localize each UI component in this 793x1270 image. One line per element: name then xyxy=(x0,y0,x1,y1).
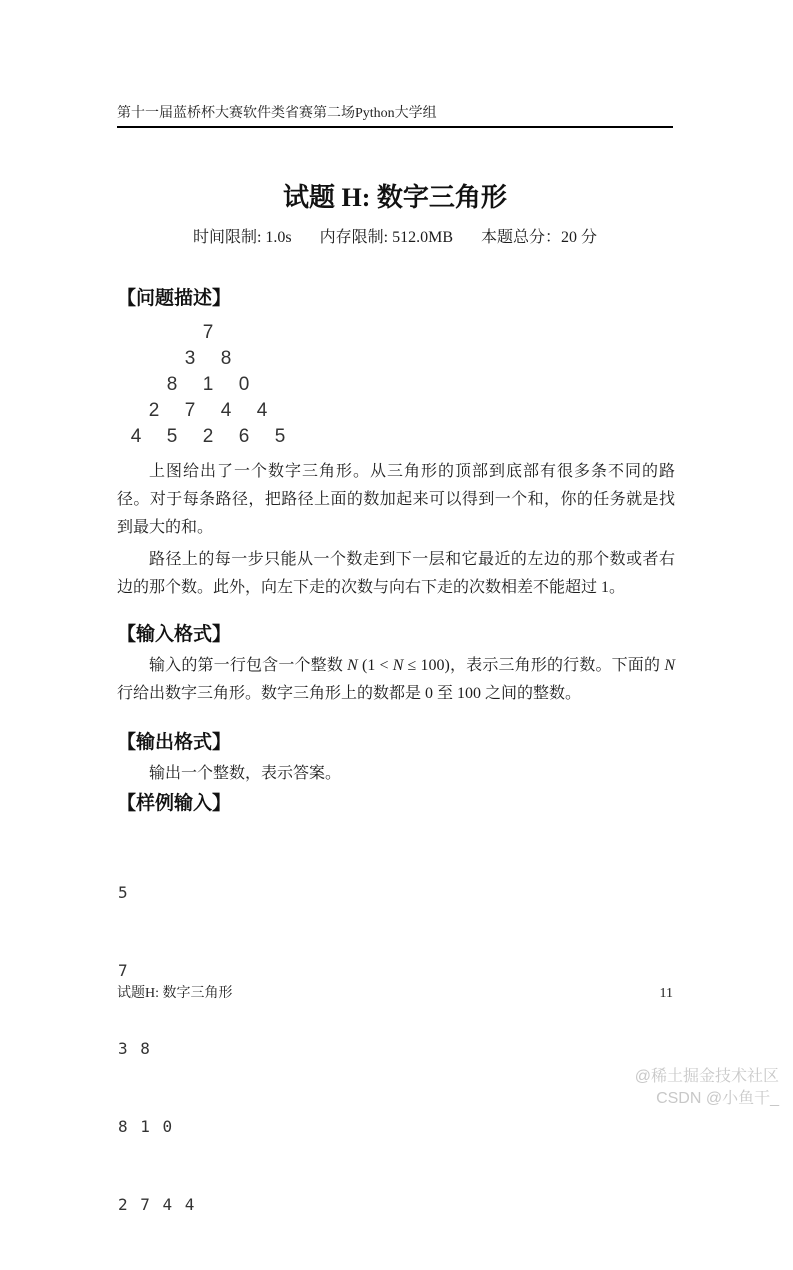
sample-input-line: 7 xyxy=(118,961,130,980)
problem-meta xyxy=(117,226,673,250)
sample-input-line: 3 8 xyxy=(118,1039,152,1058)
sample-input-code xyxy=(118,828,518,1270)
sample-input-line: 2 7 4 4 xyxy=(118,1195,196,1214)
page-title: 试题 H: 数字三角形 xyxy=(283,183,507,212)
variable-n: N xyxy=(347,657,358,674)
number-triangle xyxy=(118,320,298,450)
output-format-paragraph: 输出一个整数，表示答案。 xyxy=(149,765,342,782)
description-paragraph-2: 路径上的每一步只能从一个数走到下一层和它最近的左边的那个数或者右边的那个数。此外，向左下走的次数与向右下走的次数相差不能超过 1。 xyxy=(117,551,675,596)
triangle-number: 2 xyxy=(148,400,160,421)
page-footer xyxy=(117,984,673,1004)
memory-limit: 内存限制: 512.0MB xyxy=(319,229,454,246)
triangle-number: 4 xyxy=(130,426,142,447)
heading-sample-input: 【样例输入】 xyxy=(117,793,232,814)
watermark-line-2: CSDN @小鱼干_ xyxy=(656,1090,779,1107)
triangle-number: 1 xyxy=(202,374,214,395)
time-limit: 时间限制: 1.0s xyxy=(192,229,292,246)
triangle-number: 3 xyxy=(184,348,196,369)
triangle-row xyxy=(118,320,298,346)
footer-page-number: 11 xyxy=(659,986,673,1001)
input-text-segment: ≤ 100)，表示三角形的行数。下面的 xyxy=(403,657,665,674)
triangle-number: 5 xyxy=(166,426,178,447)
sample-input-line: 5 xyxy=(118,883,130,902)
footer-title: 试题H: 数字三角形 xyxy=(117,986,233,1001)
description-paragraph-1: 上图给出了一个数字三角形。从三角形的顶部到底部有很多条不同的路径。对于每条路径，把路径上面的数加起来可以得到一个和，你的任务就是找到最大的和。 xyxy=(117,463,675,536)
sample-input-line: 8 1 0 xyxy=(118,1117,174,1136)
triangle-number: 2 xyxy=(202,426,214,447)
running-header: 第十一届蓝桥杯大赛软件类省赛第二场Python大学组 xyxy=(117,106,437,121)
triangle-row xyxy=(118,372,298,398)
input-text-segment: 行给出数字三角形。数字三角形上的数都是 0 至 100 之间的整数。 xyxy=(117,685,582,702)
watermark xyxy=(635,1066,779,1110)
input-format-paragraph xyxy=(117,652,675,708)
triangle-number: 4 xyxy=(220,400,232,421)
triangle-number: 8 xyxy=(166,374,178,395)
triangle-number: 5 xyxy=(274,426,286,447)
triangle-number: 4 xyxy=(256,400,268,421)
watermark-line-1: @稀土掘金技术社区 xyxy=(634,1068,779,1085)
triangle-number: 7 xyxy=(184,400,196,421)
variable-n: N xyxy=(392,657,404,674)
header-rule xyxy=(117,126,673,128)
input-text-segment: 输入的第一行包含一个整数 xyxy=(149,657,348,674)
triangle-number: 8 xyxy=(220,348,232,369)
triangle-row xyxy=(118,398,298,424)
triangle-row xyxy=(118,346,298,372)
heading-input-format: 【输入格式】 xyxy=(117,624,232,645)
variable-n: N xyxy=(664,657,675,674)
heading-output-format: 【输出格式】 xyxy=(117,732,232,753)
input-text-segment: (1 < xyxy=(357,657,393,674)
heading-problem-description: 【问题描述】 xyxy=(117,288,232,309)
triangle-number: 0 xyxy=(238,374,250,395)
triangle-row xyxy=(118,424,298,450)
total-score: 本题总分：20 分 xyxy=(481,229,598,246)
triangle-number: 6 xyxy=(238,426,250,447)
triangle-number: 7 xyxy=(202,322,214,343)
